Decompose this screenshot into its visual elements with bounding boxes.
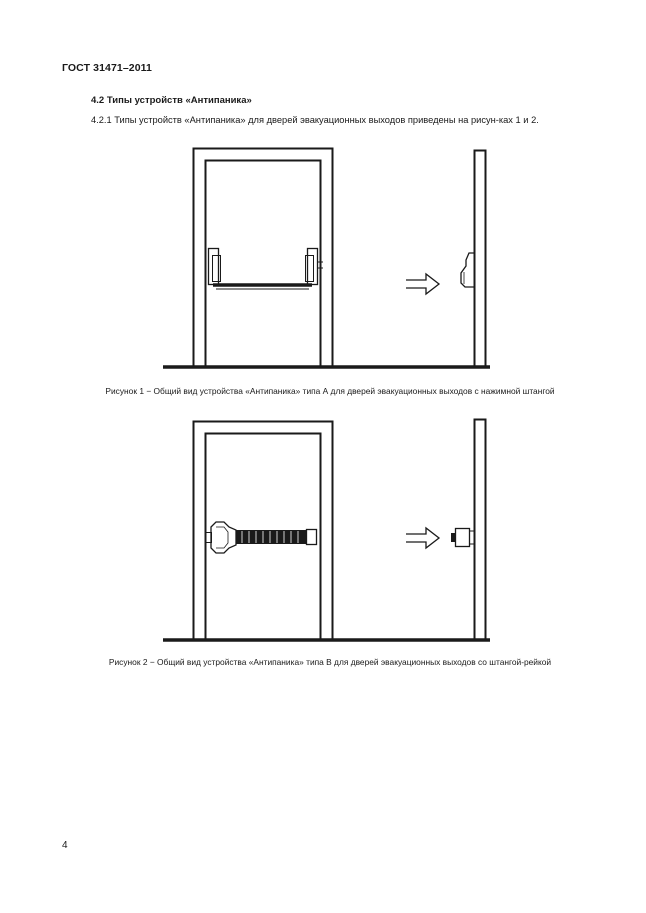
door-frame (194, 149, 333, 367)
touch-bar-device (206, 522, 317, 553)
door-side-view (461, 151, 486, 367)
figure-1-caption: Рисунок 1 − Общий вид устройства «Антипаника» типа А для дверей эвакуационных выходов с нажимной штангой (105, 386, 555, 396)
section-title: 4.2 Типы устройств «Антипаника» (91, 95, 252, 106)
standard-header: ГОСТ 31471–2011 (62, 62, 152, 74)
door-side-view (451, 420, 486, 640)
figure-2-caption: Рисунок 2 − Общий вид устройства «Антипаника» типа В для дверей эвакуационных выходов со штангой-рейкой (108, 657, 552, 667)
figure-1-drawing (0, 140, 646, 372)
figure-2-drawing (0, 414, 646, 646)
page-number: 4 (62, 840, 68, 851)
section-paragraph: 4.2.1 Типы устройств «Антипаника» для дверей эвакуационных выходов приведены на рисун-ках 1 и 2. (91, 115, 539, 125)
arrow-icon (406, 528, 439, 548)
arrow-icon (406, 274, 439, 294)
push-bar-device (209, 249, 324, 290)
